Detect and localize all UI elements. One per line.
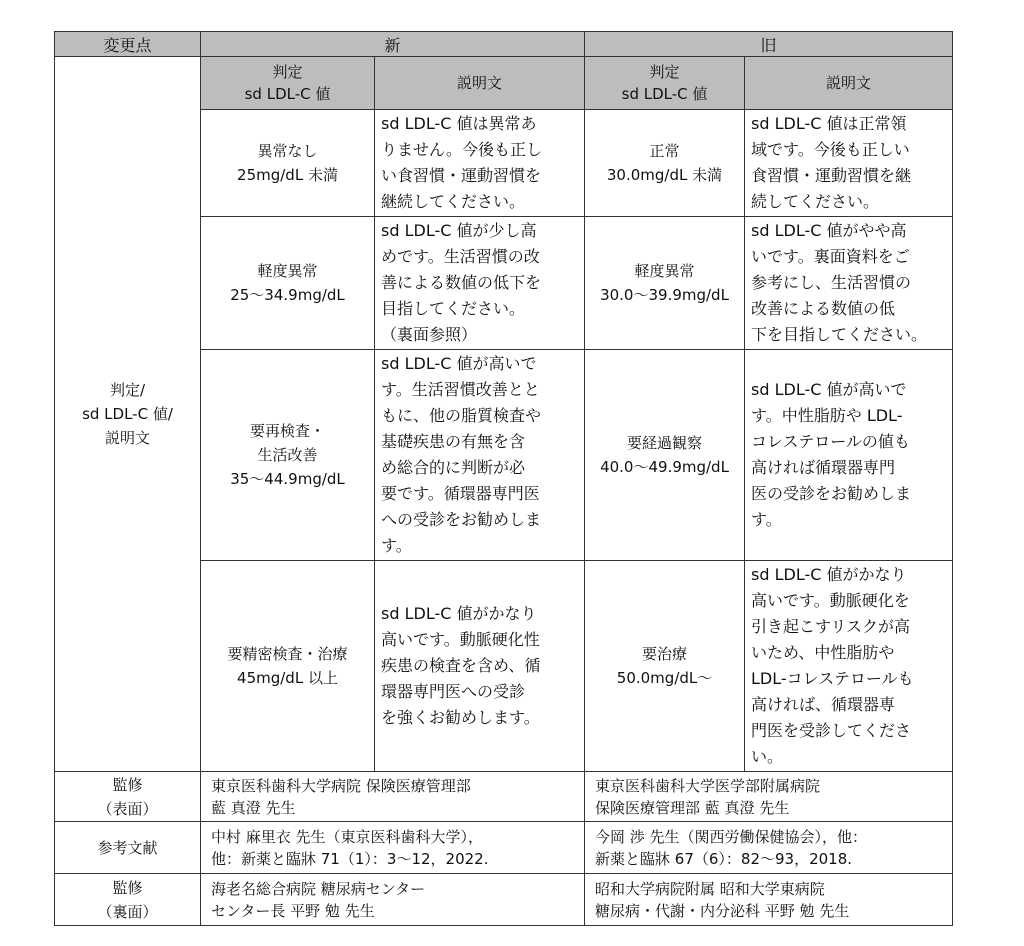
new-judgement-cell: 要再検査・ 生活改善 35～44.9mg/dL: [201, 350, 375, 561]
footer-new-cell: 東京医科歯科大学病院 保険医療管理部 藍 真澄 先生: [201, 772, 585, 822]
old-description-cell: sd LDL-C 値がかなり 高いです。動脈硬化を 引き起こすリスクが高 いため、中性脂肪や LDL-コレステロールも 高ければ、循環器専 門医を受診してくださ い。: [745, 561, 953, 772]
new-description-cell: sd LDL-C 値が高いで す。生活習慣改善とと もに、他の脂質検査や 基礎疾患の有無を含 め総合的に判断が必 要です。循環器専門医 への受診をお勧めしま す。: [375, 350, 585, 561]
footer-old-cell: 東京医科歯科大学医学部附属病院 保険医療管理部 藍 真澄 先生: [585, 772, 953, 822]
old-judgement-cell: 要治療 50.0mg/dL～: [585, 561, 745, 772]
new-judgement-cell: 異常なし 25mg/dL 未満: [201, 110, 375, 217]
old-description-cell: sd LDL-C 値がやや高 いです。裏面資料をご 参考にし、生活習慣の 改善による数値の低 下を目指してください。: [745, 217, 953, 350]
row-label-judgement: 判定/ sd LDL-C 値/ 説明文: [55, 57, 201, 772]
comparison-table: [54, 31, 953, 926]
header-row: [55, 32, 953, 57]
old-judgement-cell: 正常 30.0mg/dL 未満: [585, 110, 745, 217]
footer-new-cell: 海老名総合病院 糖尿病センター センター長 平野 勉 先生: [201, 874, 585, 926]
subheader-old-description: 説明文: [745, 57, 953, 110]
subheader-new-description: 説明文: [375, 57, 585, 110]
old-description-cell: sd LDL-C 値が高いで す。中性脂肪や LDL- コレステロールの値も 高ければ循環器専門 医の受診をお勧めしま す。: [745, 350, 953, 561]
subheader-row: [55, 57, 953, 110]
new-description-cell: sd LDL-C 値がかなり 高いです。動脈硬化性 疾患の検査を含め、循 環器専門医への受診 を強くお勧めします。: [375, 561, 585, 772]
footer-label: 参考文献: [55, 822, 201, 874]
footer-row-supervision-back: [55, 874, 953, 926]
old-description-cell: sd LDL-C 値は正常領 域です。今後も正しい 食習慣・運動習慣を継 続してください。: [745, 110, 953, 217]
subheader-new-judgement: 判定 sd LDL-C 値: [201, 57, 375, 110]
header-change-point: 変更点: [55, 32, 201, 57]
new-judgement-cell: 軽度異常 25～34.9mg/dL: [201, 217, 375, 350]
header-old: 旧: [585, 32, 953, 57]
footer-old-cell: 今岡 渉 先生（関西労働保健協会），他： 新薬と臨牀 67（6）：82～93，2018.: [585, 822, 953, 874]
footer-row-supervision-front: [55, 772, 953, 822]
new-judgement-cell: 要精密検査・治療 45mg/dL 以上: [201, 561, 375, 772]
old-judgement-cell: 軽度異常 30.0～39.9mg/dL: [585, 217, 745, 350]
new-description-cell: sd LDL-C 値が少し高 めです。生活習慣の改 善による数値の低下を 目指してください。 （裏面参照）: [375, 217, 585, 350]
old-judgement-cell: 要経過観察 40.0～49.9mg/dL: [585, 350, 745, 561]
new-description-cell: sd LDL-C 値は異常あ りません。今後も正し い食習慣・運動習慣を 継続してください。: [375, 110, 585, 217]
footer-new-cell: 中村 麻里衣 先生（東京医科歯科大学）， 他：新薬と臨牀 71（1）：3～12，2022.: [201, 822, 585, 874]
header-new: 新: [201, 32, 585, 57]
footer-row-references: [55, 822, 953, 874]
comparison-table-wrapper: [54, 31, 952, 926]
footer-label: 監修 （裏面）: [55, 874, 201, 926]
subheader-old-judgement: 判定 sd LDL-C 値: [585, 57, 745, 110]
footer-label: 監修 （表面）: [55, 772, 201, 822]
footer-old-cell: 昭和大学病院附属 昭和大学東病院 糖尿病・代謝・内分泌科 平野 勉 先生: [585, 874, 953, 926]
